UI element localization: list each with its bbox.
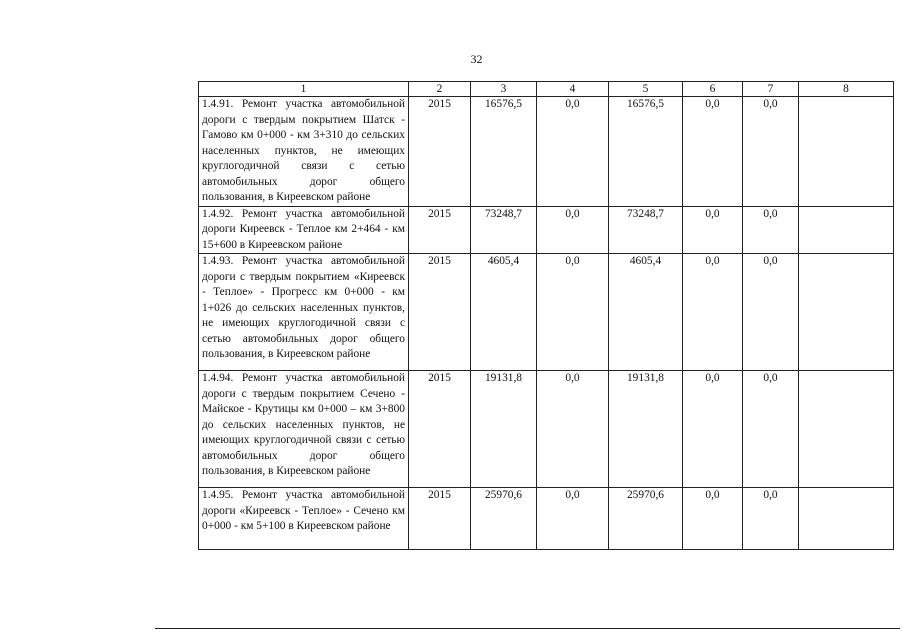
measure-description: 1.4.95. Ремонт участка автомобильной дороги «Киреевск - Теплое» - Сечено км 0+000 - км 5+100 в Киреевском районе xyxy=(199,488,409,550)
year-cell: 2015 xyxy=(409,206,471,254)
column-header: 2 xyxy=(409,82,471,97)
col8-cell xyxy=(799,371,894,488)
col7-cell: 0,0 xyxy=(743,371,799,488)
measure-description: 1.4.93. Ремонт участка автомобильной дороги с твердым покрытием «Киреевск - Теплое» - Прогресс км 0+000 - км 1+026 до сельских населенных пунктов, не имеющих круглогодичной связи с сетью автомобильных дорог общего пользования, в Киреевском районе xyxy=(199,254,409,371)
total-cell: 16576,5 xyxy=(471,97,537,207)
col8-cell xyxy=(799,488,894,550)
col7-cell: 0,0 xyxy=(743,97,799,207)
year-cell: 2015 xyxy=(409,371,471,488)
year-cell: 2015 xyxy=(409,97,471,207)
col5-cell: 73248,7 xyxy=(609,206,683,254)
table-row xyxy=(199,206,894,254)
column-header: 7 xyxy=(743,82,799,97)
col4-cell: 0,0 xyxy=(537,254,609,371)
measure-description: 1.4.94. Ремонт участка автомобильной дороги с твердым покрытием Сечено - Майское - Крутицы км 0+000 – км 3+800 до сельских населенных пунктов, не имеющих круглогодичной связи с сетью автомобильных дорог общего пользования, в Киреевском районе xyxy=(199,371,409,488)
col4-cell: 0,0 xyxy=(537,371,609,488)
col5-cell: 19131,8 xyxy=(609,371,683,488)
col4-cell: 0,0 xyxy=(537,488,609,550)
total-cell: 19131,8 xyxy=(471,371,537,488)
col5-cell: 4605,4 xyxy=(609,254,683,371)
col7-cell: 0,0 xyxy=(743,254,799,371)
column-header: 4 xyxy=(537,82,609,97)
bottom-divider xyxy=(155,628,900,629)
column-header: 3 xyxy=(471,82,537,97)
column-header: 6 xyxy=(683,82,743,97)
column-header: 8 xyxy=(799,82,894,97)
measure-description: 1.4.91. Ремонт участка автомобильной дороги с твердым покрытием Шатск - Гамово км 0+000 - км 3+310 до сельских населенных пунктов, не имеющих круглогодичной связи с сетью автомобильных дорог общего пользования, в Киреевском районе xyxy=(199,97,409,207)
col6-cell: 0,0 xyxy=(683,488,743,550)
col6-cell: 0,0 xyxy=(683,206,743,254)
total-cell: 25970,6 xyxy=(471,488,537,550)
col7-cell: 0,0 xyxy=(743,206,799,254)
total-cell: 4605,4 xyxy=(471,254,537,371)
col5-cell: 16576,5 xyxy=(609,97,683,207)
column-header: 5 xyxy=(609,82,683,97)
col8-cell xyxy=(799,97,894,207)
table-header-row xyxy=(199,82,894,97)
col5-cell: 25970,6 xyxy=(609,488,683,550)
col6-cell: 0,0 xyxy=(683,97,743,207)
col6-cell: 0,0 xyxy=(683,254,743,371)
table-row xyxy=(199,371,894,488)
table-row xyxy=(199,488,894,550)
year-cell: 2015 xyxy=(409,488,471,550)
col6-cell: 0,0 xyxy=(683,371,743,488)
col4-cell: 0,0 xyxy=(537,97,609,207)
table-row xyxy=(199,97,894,207)
year-cell: 2015 xyxy=(409,254,471,371)
program-table xyxy=(198,81,894,550)
page-number: 32 xyxy=(470,52,483,66)
measure-description: 1.4.92. Ремонт участка автомобильной дороги Киреевск - Теплое км 2+464 - км 15+600 в Киреевском районе xyxy=(199,206,409,254)
column-header: 1 xyxy=(199,82,409,97)
col7-cell: 0,0 xyxy=(743,488,799,550)
total-cell: 73248,7 xyxy=(471,206,537,254)
col4-cell: 0,0 xyxy=(537,206,609,254)
col8-cell xyxy=(799,254,894,371)
col8-cell xyxy=(799,206,894,254)
table-row xyxy=(199,254,894,371)
